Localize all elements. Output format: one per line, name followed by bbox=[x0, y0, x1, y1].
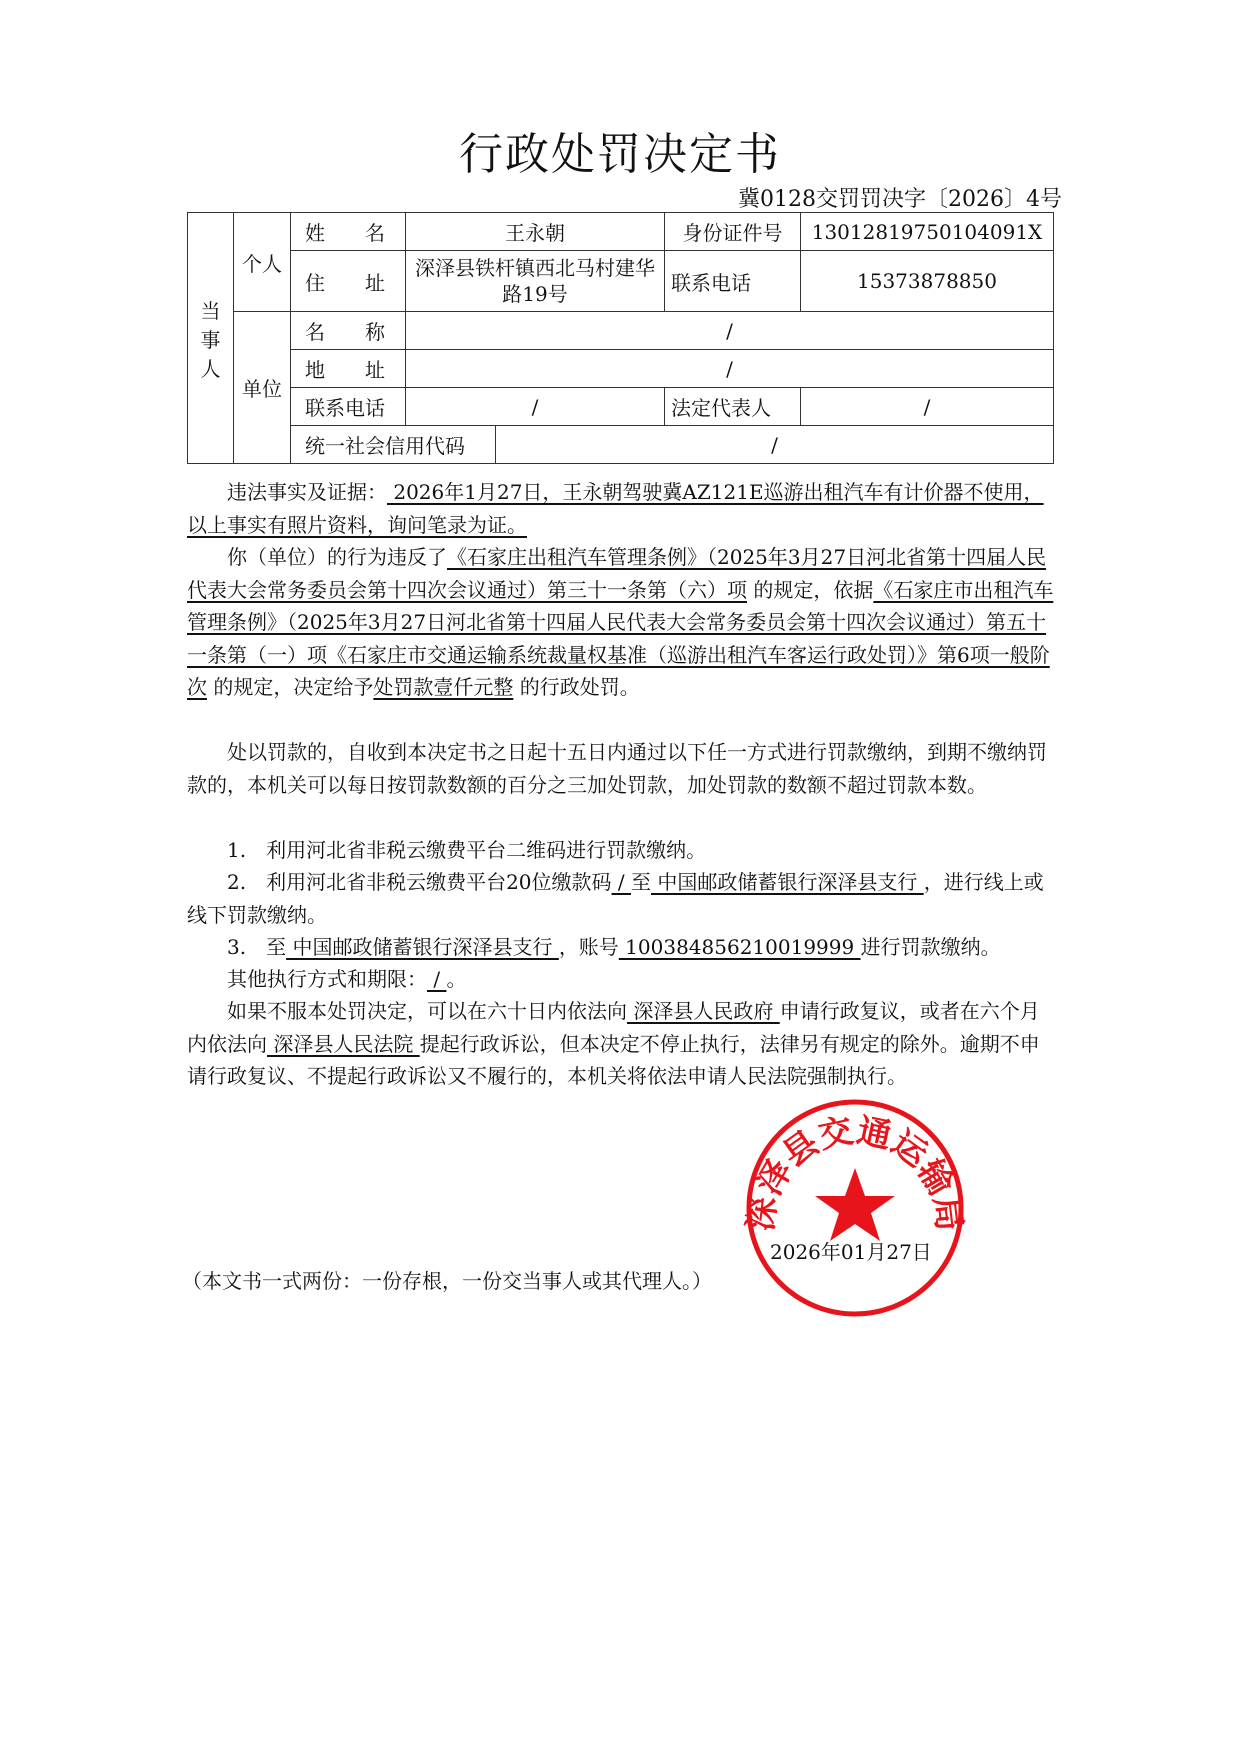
method3-suffix: 进行罚款缴纳。 bbox=[860, 935, 1001, 959]
id-label: 身份证件号 bbox=[665, 213, 801, 251]
other-suffix: 。 bbox=[446, 967, 467, 991]
method2-prefix: 2. 利用河北省非税云缴费平台20位缴款码 bbox=[227, 870, 612, 894]
other-value: / bbox=[427, 967, 447, 991]
document-number: 冀0128交罚罚决字〔2026〕4号 bbox=[738, 187, 1062, 212]
legal-rep-label: 法定代表人 bbox=[665, 388, 801, 426]
id-value: 13012819750104091X bbox=[801, 213, 1054, 251]
unit-name-label: 名 称 bbox=[291, 312, 406, 350]
appeal-suffix: 提起行政诉讼，但本决定不停止执行，法律另有规定的除外。逾期不申请行政复议、不提起行政诉讼又不履行的，本机关将依法申请人民法院强制执行。 bbox=[187, 1031, 1040, 1088]
credit-code-label: 统一社会信用代码 bbox=[291, 426, 496, 464]
credit-code-value: / bbox=[496, 426, 1054, 464]
violation-mid: 的规定，依据 bbox=[753, 577, 874, 602]
party-label: 当事人 bbox=[188, 213, 234, 464]
payment-method-3 bbox=[187, 931, 1057, 964]
payment-method-2 bbox=[187, 866, 1057, 931]
appeal-prefix: 如果不服本处罚决定，可以在六十日内依法向 bbox=[227, 999, 627, 1023]
address-label: 住 址 bbox=[291, 251, 406, 312]
violation-law: 《石家庄出租汽车管理条例》（2025年3月27日河北省第十四届人民代表大会常务委员会第十四次会议通过）第三十一条第（六）项 bbox=[187, 545, 1047, 602]
phone-value: 15373878850 bbox=[801, 251, 1054, 312]
method2-bank: 中国邮政储蓄银行深泽县支行 bbox=[650, 870, 924, 894]
violation-prefix: 你（单位）的行为违反了 bbox=[227, 545, 447, 569]
decision-suffix: 的行政处罚。 bbox=[519, 675, 640, 699]
seal-text: 深泽县交通运输局 bbox=[740, 1110, 970, 1234]
violation-paragraph bbox=[187, 541, 1057, 704]
unit-label: 单位 bbox=[234, 312, 291, 464]
other-method bbox=[187, 963, 1057, 996]
legal-rep-value: / bbox=[801, 388, 1054, 426]
method3-prefix: 3. 至 bbox=[227, 935, 287, 959]
name-label: 姓 名 bbox=[291, 213, 406, 251]
appeal-mid: 申请行政复议，或者在六个月内依法向 bbox=[187, 999, 1040, 1056]
copy-note: （本文书一式两份：一份存根，一份交当事人或其代理人。） bbox=[182, 1269, 712, 1293]
appeal-paragraph bbox=[187, 995, 1057, 1093]
method2-suffix: ，进行线上或线下罚款缴纳。 bbox=[187, 870, 1044, 927]
decision-mid: 的规定，决定给予 bbox=[213, 675, 374, 699]
appeal-government: 深泽县人民政府 bbox=[627, 999, 780, 1023]
address-value: 深泽县铁杆镇西北马村建华路19号 bbox=[406, 251, 665, 312]
payment-notice: 处以罚款的，自收到本决定书之日起十五日内通过以下任一方式进行罚款缴纳，到期不缴纳罚款的，本机关可以每日按罚款数额的百分之三加处罚款，加处罚款的数额不超过罚款本数。 bbox=[187, 740, 1047, 797]
unit-phone-value: / bbox=[406, 388, 665, 426]
individual-label: 个人 bbox=[234, 213, 291, 312]
payment-method-1: 1. 利用河北省非税云缴费平台二维码进行罚款缴纳。 bbox=[227, 838, 707, 862]
account-label: ，账号 bbox=[558, 935, 619, 959]
facts-paragraph bbox=[187, 476, 1057, 541]
basis-law: 《石家庄市出租汽车管理条例》（2025年3月27日河北省第十四届人民代表大会常务委员会第十四次会议通过）第五十一条第（一）项《石家庄市交通运输系统裁量权基准（巡游出租汽车客运行政处罚）》第6项一般阶次 bbox=[187, 577, 1054, 699]
method3-bank: 中国邮政储蓄银行深泽县支行 bbox=[286, 935, 559, 959]
document-title: 行政处罚决定书 bbox=[459, 129, 781, 180]
facts-label: 违法事实及证据： bbox=[227, 480, 387, 504]
official-seal bbox=[735, 1090, 975, 1320]
account-number: 100384856210019999 bbox=[618, 935, 861, 959]
unit-phone-label: 联系电话 bbox=[291, 388, 406, 426]
facts-value: 2026年1月27日，王永朝驾驶冀AZ121E巡游出租汽车有计价器不使用，以上事实有照片资料，询问笔录为证。 bbox=[187, 480, 1044, 537]
name-value: 王永朝 bbox=[406, 213, 665, 251]
appeal-court: 深泽县人民法院 bbox=[267, 1031, 420, 1056]
seal-star-icon bbox=[815, 1168, 895, 1241]
signature-date: 2026年01月27日 bbox=[770, 1240, 932, 1264]
payment-code: / bbox=[611, 870, 631, 894]
unit-address-label: 地 址 bbox=[291, 350, 406, 388]
party-info-table bbox=[187, 212, 1054, 464]
method2-to: 至 bbox=[630, 870, 651, 894]
other-label: 其他执行方式和期限： bbox=[227, 967, 427, 991]
unit-name-value: / bbox=[406, 312, 1054, 350]
unit-address-value: / bbox=[406, 350, 1054, 388]
penalty-value: 处罚款壹仟元整 bbox=[373, 675, 514, 699]
phone-label: 联系电话 bbox=[665, 251, 801, 312]
